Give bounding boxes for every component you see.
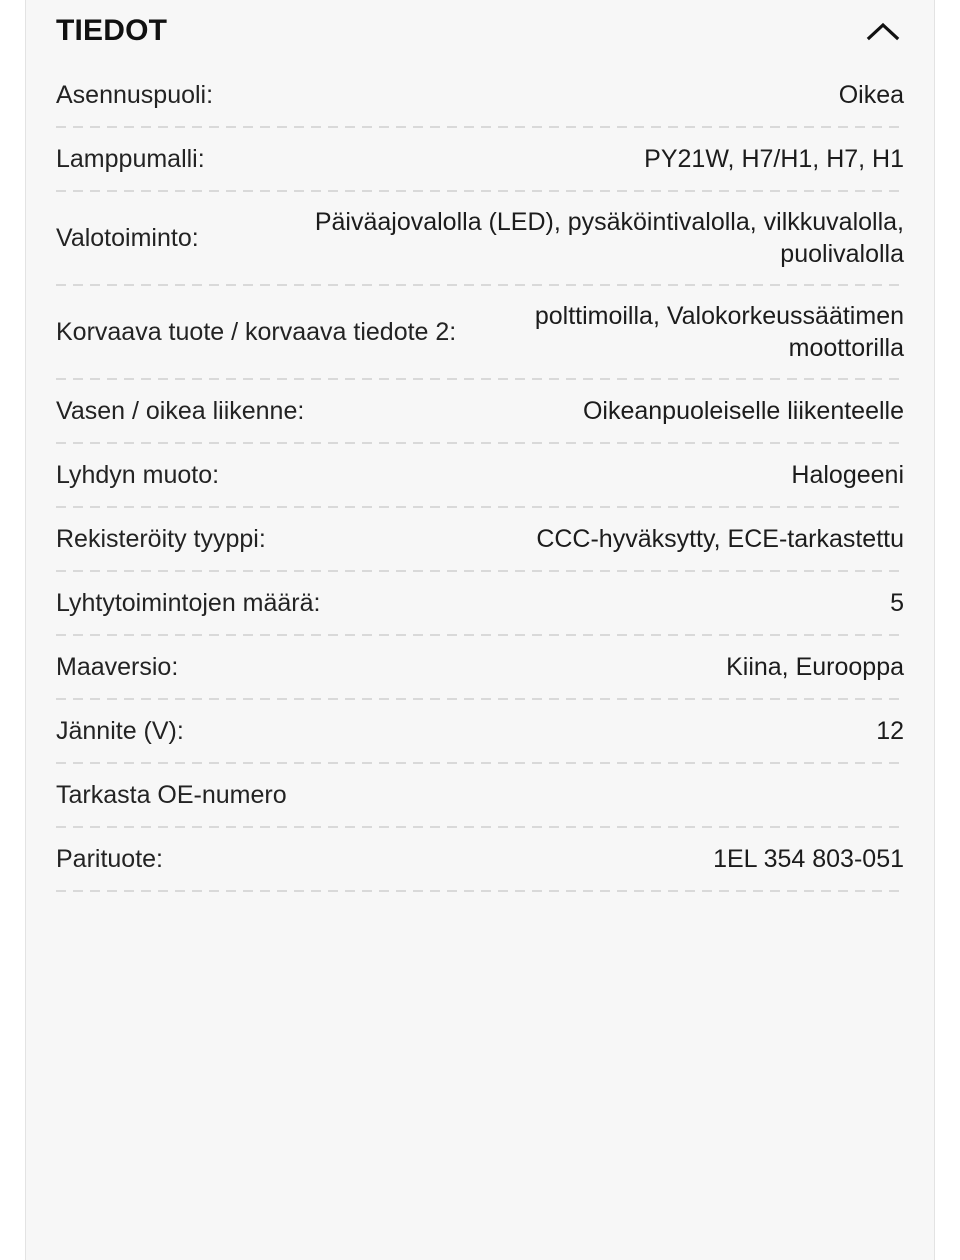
spec-label: Parituote: xyxy=(56,845,164,873)
spec-label: Rekisteröity tyyppi: xyxy=(56,525,266,553)
spec-label: Lyhtytoimintojen määrä: xyxy=(56,589,321,617)
spec-row xyxy=(56,444,904,506)
spec-row xyxy=(56,828,904,890)
spec-label: Valotoiminto: xyxy=(56,224,199,252)
collapse-toggle-button[interactable] xyxy=(860,8,906,54)
spec-row xyxy=(56,128,904,190)
spec-row xyxy=(56,192,904,284)
spec-row xyxy=(56,380,904,442)
spec-row xyxy=(56,636,904,698)
spec-value: 1EL 354 803-051 xyxy=(713,845,904,873)
spec-value: Päiväajovalolla (LED), pysäköintivalolla, vilkkuvalolla, puolivalolla xyxy=(314,208,904,268)
chevron-up-icon xyxy=(866,20,900,42)
details-panel xyxy=(25,0,935,1260)
spec-row xyxy=(56,64,904,126)
spec-row xyxy=(56,764,904,826)
spec-label: Asennuspuoli: xyxy=(56,81,214,109)
spec-label: Jännite (V): xyxy=(56,717,184,745)
spec-label: Korvaava tuote / korvaava tiedote 2: xyxy=(56,318,457,346)
spec-row xyxy=(56,700,904,762)
page-title: TIEDOT xyxy=(56,14,168,47)
spec-label: Tarkasta OE-numero xyxy=(56,781,287,809)
spec-value: Halogeeni xyxy=(791,461,904,489)
spec-value: 12 xyxy=(876,717,904,745)
spec-row xyxy=(56,286,904,378)
spec-value: 5 xyxy=(890,589,904,617)
spec-row xyxy=(56,572,904,634)
spec-label: Vasen / oikea liikenne: xyxy=(56,397,305,425)
spec-value: polttimoilla, Valokorkeussäätimen moottorilla xyxy=(534,302,904,362)
row-divider xyxy=(56,890,904,892)
spec-value: PY21W, H7/H1, H7, H1 xyxy=(644,145,904,173)
spec-label: Lamppumalli: xyxy=(56,145,205,173)
spec-list xyxy=(26,62,934,892)
spec-value: CCC-hyväksytty, ECE-tarkastettu xyxy=(536,525,904,553)
spec-label: Lyhdyn muoto: xyxy=(56,461,220,489)
spec-value: Kiina, Eurooppa xyxy=(726,653,904,681)
spec-row xyxy=(56,508,904,570)
spec-value: Oikeanpuoleiselle liikenteelle xyxy=(582,397,904,425)
spec-label: Maaversio: xyxy=(56,653,179,681)
panel-header[interactable] xyxy=(26,0,934,62)
spec-value: Oikea xyxy=(838,81,904,109)
